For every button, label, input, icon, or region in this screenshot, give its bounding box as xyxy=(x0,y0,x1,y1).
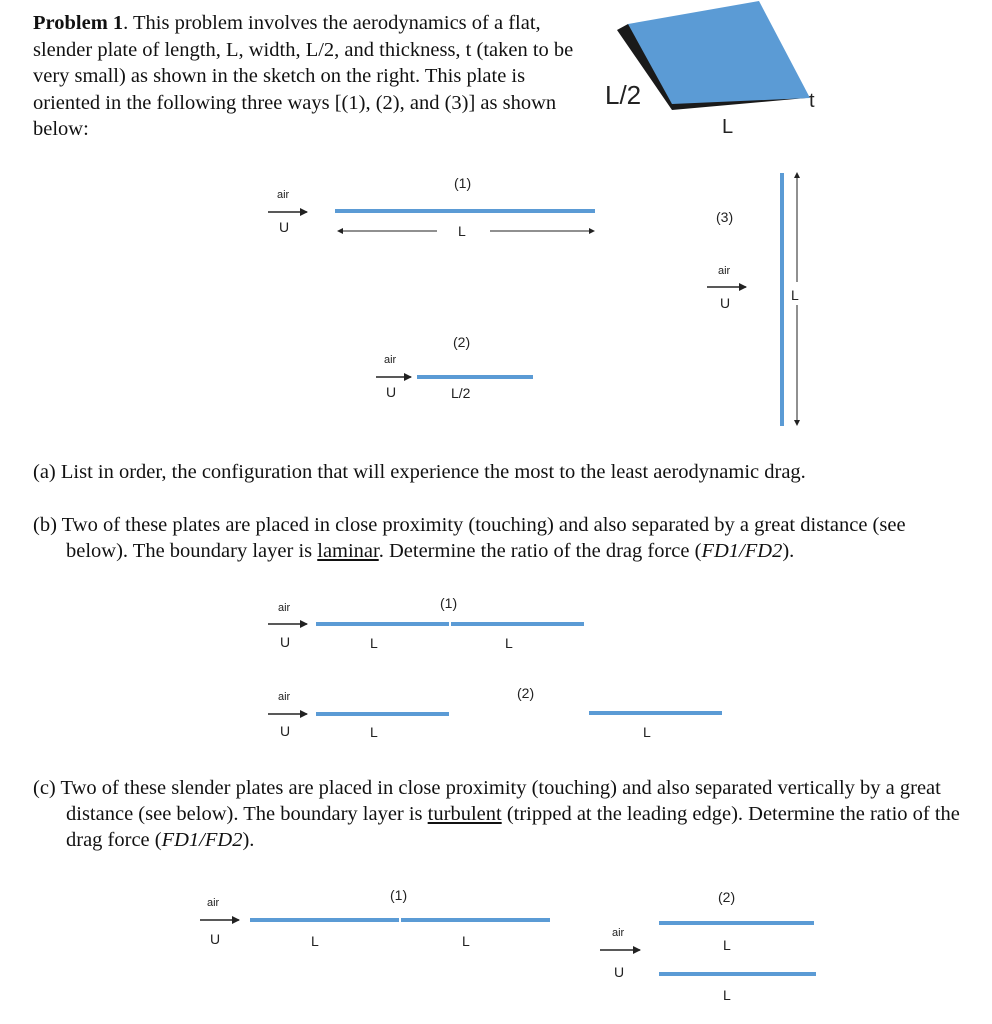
fig3-velocity-label-2: U xyxy=(614,964,625,980)
part-c-label: (c) xyxy=(33,777,56,799)
fig2-config2-length-2: L xyxy=(643,724,651,740)
fig3-plate-2a xyxy=(659,921,814,925)
part-c-bl-type: turbulent xyxy=(427,803,502,825)
sketch-width-label: L/2 xyxy=(605,80,642,110)
fig3-velocity-label-1: U xyxy=(210,931,221,947)
part-c-text-2: (tripped at the leading edge). Determine the ratio of the drag force ( xyxy=(66,803,960,851)
fig3-config1-number: (1) xyxy=(390,887,408,903)
part-c-text-3: ). xyxy=(242,829,255,851)
fig1-velocity-label-2: U xyxy=(386,384,397,400)
fig2-config2-length-1: L xyxy=(370,724,378,740)
fig2-plate-1a xyxy=(316,622,449,626)
fig3-plate-1b xyxy=(401,918,550,922)
fig1-config3-length: L xyxy=(791,287,799,303)
fig1-velocity-label-1: U xyxy=(279,219,290,235)
fig2-config1-length-2: L xyxy=(505,635,513,651)
fig1-config1-length: L xyxy=(458,223,466,239)
part-a-text: List in order, the configuration that will experience the most to the least aerodynamic drag. xyxy=(60,461,806,483)
sketch-length-label: L xyxy=(722,116,734,138)
fig3-air-label-1: air xyxy=(207,897,220,909)
part-b-text-1: Two of these plates are placed in close proximity (touching) and also separated by a great distance (see below). The boundary layer is xyxy=(61,514,906,562)
fig3-config2-number: (2) xyxy=(718,889,736,905)
fig1-air-label-1: air xyxy=(277,189,290,201)
fig1-plate-3 xyxy=(780,173,784,426)
part-c xyxy=(33,775,988,853)
fig2-config1-number: (1) xyxy=(440,595,458,611)
fig3-config2-length-1: L xyxy=(723,937,731,953)
fig2-plate-1b xyxy=(451,622,584,626)
fig1-config2-number: (2) xyxy=(453,334,471,350)
fig3-plate-1a xyxy=(250,918,399,922)
part-b-ratio: FD1/FD2 xyxy=(701,540,783,562)
part-a-label: (a) xyxy=(33,461,56,483)
part-b xyxy=(33,512,968,564)
fig2-config2-number: (2) xyxy=(517,685,535,701)
problem-text: . This problem involves the aerodynamics of a flat, slender plate of length, L, width, L/2, and thickness, t (taken to be very small) as shown in the sketch on the right. This plate is oriented in the following three ways [(1), (2), and (3)] as shown below: xyxy=(33,12,574,140)
fig1-plate-2 xyxy=(417,375,533,379)
plate-sketch-face xyxy=(628,1,810,104)
fig3-config1-length-1: L xyxy=(311,933,319,949)
fig2-air-label-1: air xyxy=(278,602,291,614)
fig1-config1-number: (1) xyxy=(454,175,472,191)
fig2-config1-length-1: L xyxy=(370,635,378,651)
fig2-air-label-2: air xyxy=(278,691,291,703)
part-b-text-2: . Determine the ratio of the drag force ( xyxy=(378,540,702,562)
fig1-config3-number: (3) xyxy=(716,209,734,225)
part-c-text-1: Two of these slender plates are placed in close proximity (touching) and also separated vertically by a great distance (see below). The boundary layer is xyxy=(60,777,941,825)
sketch-thickness-label: t xyxy=(809,90,815,112)
part-a xyxy=(33,459,963,485)
part-b-text-3: ). xyxy=(782,540,795,562)
fig1-velocity-label-3: U xyxy=(720,295,731,311)
plate-sketch xyxy=(617,1,810,110)
problem-label: Problem 1 xyxy=(33,12,124,34)
fig2-velocity-label-2: U xyxy=(280,723,291,739)
fig2-velocity-label-1: U xyxy=(280,634,291,650)
fig2-plate-2a xyxy=(316,712,449,716)
fig3-plate-2b xyxy=(659,972,816,976)
fig1-air-label-3: air xyxy=(718,265,731,277)
fig3-air-label-2: air xyxy=(612,927,625,939)
part-b-label: (b) xyxy=(33,514,57,536)
fig2 xyxy=(268,622,722,716)
fig3-config2-length-2: L xyxy=(723,987,731,1003)
fig3-config1-length-2: L xyxy=(462,933,470,949)
fig1-config2-length: L/2 xyxy=(451,385,471,401)
part-c-ratio: FD1/FD2 xyxy=(161,829,243,851)
part-b-bl-type: laminar xyxy=(317,540,379,562)
fig2-plate-2b xyxy=(589,711,722,715)
fig1-plate-1 xyxy=(335,209,595,213)
fig1-air-label-2: air xyxy=(384,354,397,366)
